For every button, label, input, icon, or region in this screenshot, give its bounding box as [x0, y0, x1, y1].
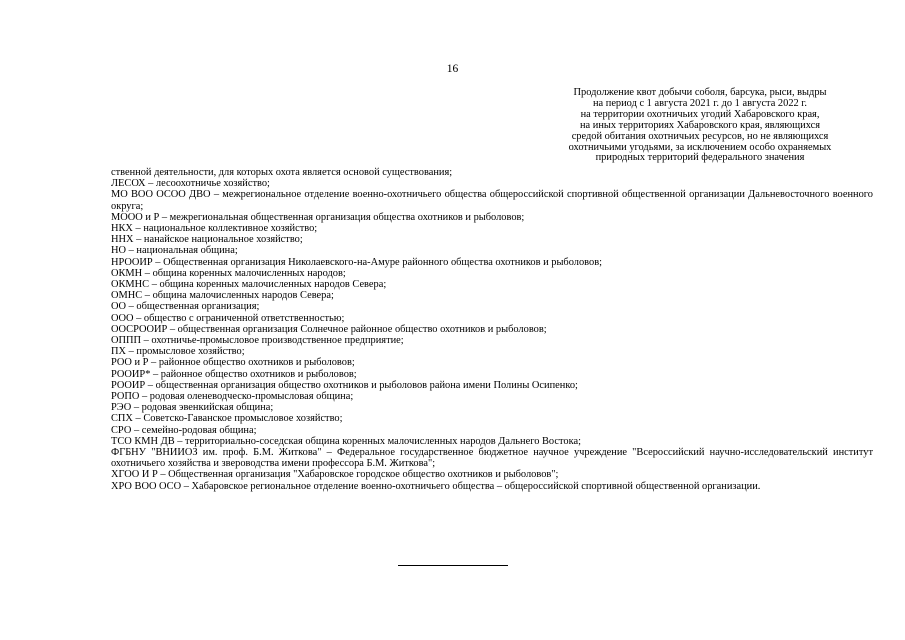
heading-line: природных территорий федерального значения [595, 152, 805, 164]
heading-line: на территории охотничьих угодий Хабаровского края, [580, 108, 820, 120]
abbreviation-entry: ООСРООИР – общественная организация Солнечное районное общество охотников и рыболовов; [111, 323, 547, 335]
abbreviation-entry: СПХ – Советско-Гаванское промысловое хозяйство; [111, 413, 343, 425]
abbreviation-entry: ОО – общественная организация; [111, 301, 260, 313]
abbreviation-entry: ННХ – нанайское национальное хозяйство; [111, 234, 303, 246]
abbreviation-entry: ООО – общество с ограниченной ответственностью; [111, 312, 345, 324]
abbreviation-entry: ЛЕСОХ – лесоохотничье хозяйство; [111, 178, 270, 190]
abbreviation-entry: МО ВОО ОСОО ДВО – межрегиональное отделение военно-охотничьего общества общероссийской спортивной общественной организации Дальневосточного военного округа; [111, 189, 873, 212]
heading-line: Продолжение квот добычи соболя, барсука, рыси, выдры [573, 87, 827, 98]
abbreviation-entry: РООИР* – районное общество охотников и рыболовов; [111, 368, 357, 380]
abbreviation-entry: РЭО – родовая эвенкийская община; [111, 402, 274, 414]
abbreviation-entry: ХГОО И Р – Общественная организация "Хабаровское городское общество охотников и рыболовов"; [111, 469, 559, 481]
abbreviation-entry: НКХ – национальное коллективное хозяйство; [111, 223, 318, 235]
abbreviation-entry: НРООИР – Общественная организация Николаевского-на-Амуре районного общества охотников и рыболовов; [111, 256, 602, 268]
abbreviations-list [111, 167, 873, 492]
heading-line: на период с 1 августа 2021 г. до 1 августа 2022 г. [592, 97, 807, 109]
abbreviation-entry: РООИР – общественная организация общество охотников и рыболовов района имени Полины Осипенко; [111, 379, 578, 391]
abbreviation-entry: ПХ – промысловое хозяйство; [111, 346, 245, 358]
abbreviation-entry: СРО – семейно-родовая община; [111, 424, 257, 436]
table-continuation-heading [520, 88, 880, 164]
abbreviation-entry: ОМНС – община малочисленных народов Севера; [111, 290, 334, 302]
abbreviation-entry: ФГБНУ "ВНИИОЗ им. проф. Б.М. Житкова" – Федеральное государственное бюджетное научное учреждение "Всероссийский научно-исследовательский институт охотничьего хозяйства и звероводства имени профессора Б.М. Житкова"; [111, 447, 873, 470]
abbreviation-entry: РОО и Р – районное общество охотников и рыболовов; [111, 357, 355, 369]
heading-line: на иных территориях Хабаровского края, являющихся [579, 119, 821, 131]
page-number: 16 [446, 63, 459, 75]
abbreviation-entry: ТСО КМН ДВ – территориально-соседская община коренных малочисленных народов Дальнего Востока; [111, 435, 581, 447]
abbreviation-entry: ственной деятельности, для которых охота является основой существования; [111, 167, 453, 178]
abbreviation-entry: РОПО – родовая оленеводческо-промысловая община; [111, 391, 354, 403]
heading-line: средой обитания охотничьих ресурсов, но не являющихся [571, 130, 829, 142]
abbreviation-entry: ОППП – охотничье-промысловое производственное предприятие; [111, 335, 404, 347]
abbreviation-entry: НО – национальная община; [111, 245, 238, 257]
heading-line: охотничьими угодьями, за исключением особо охраняемых [568, 141, 832, 153]
footnote-separator [398, 565, 508, 566]
abbreviation-entry: МООО и Р – межрегиональная общественная организация общества охотников и рыболовов; [111, 211, 525, 223]
abbreviation-entry: ОКМНС – община коренных малочисленных народов Севера; [111, 279, 387, 291]
abbreviation-entry: ХРО ВОО ОСО – Хабаровское региональное отделение военно-охотничьего общества – общероссийской спортивной общественной организации. [111, 480, 761, 492]
abbreviation-entry: ОКМН – община коренных малочисленных народов; [111, 267, 346, 279]
